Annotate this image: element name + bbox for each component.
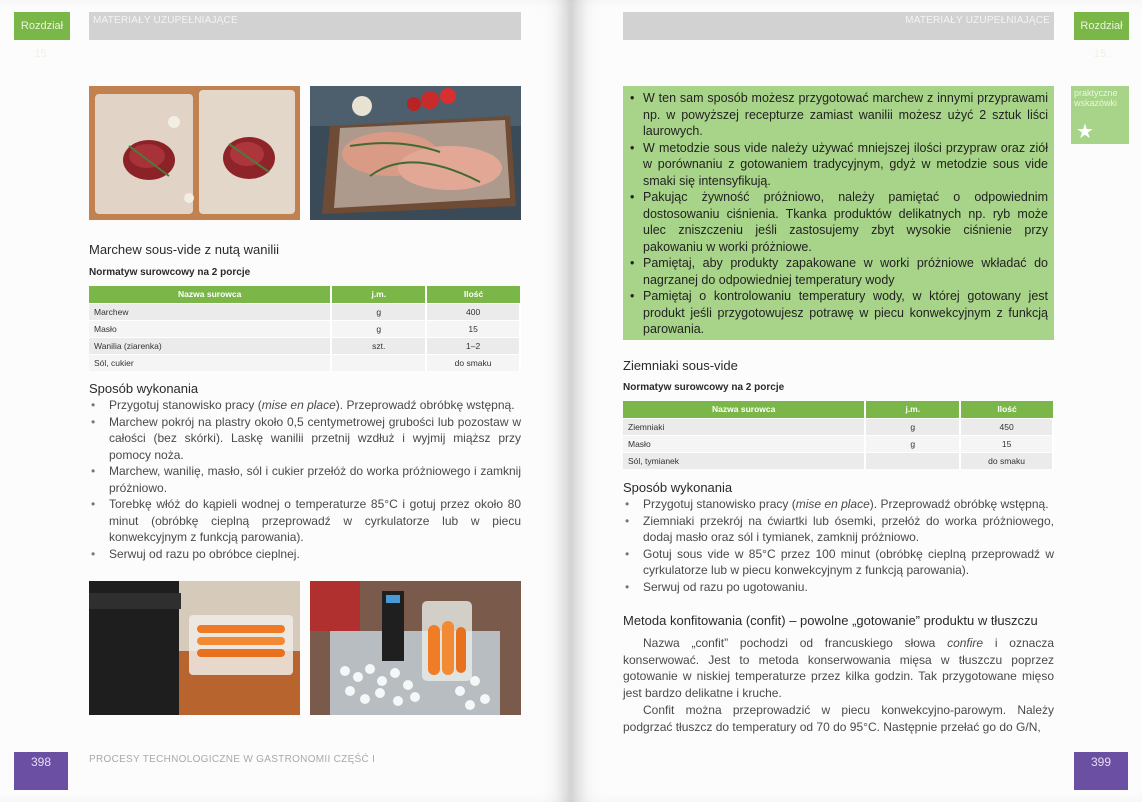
page-number: 399 <box>1074 752 1128 790</box>
table-row <box>623 435 1053 452</box>
table-row <box>89 303 520 320</box>
page-number: 398 <box>14 752 68 790</box>
tip-item: • W ten sam sposób możesz przygotować marchew z innymi przyprawami np. w powyższej recepturze zamiast wanilii możesz użyć 2 sztuk liści laurowych. <box>629 90 1048 140</box>
list-item: • Torebkę włóż do kąpieli wodnej o temperaturze 85°C i gotuj przez około 80 minut (obróbkę cieplną przeprowadź w cyrkulatorze lub w piecu konwekcyjnym z funkcją parowania). <box>89 496 521 546</box>
table-cell: 15 <box>960 435 1053 452</box>
column-header: Nazwa surowca <box>623 401 865 418</box>
table-cell: g <box>865 435 960 452</box>
ingredients-table <box>623 401 1054 469</box>
table-cell: Sól, cukier <box>89 354 331 371</box>
table-cell: 15 <box>426 320 520 337</box>
recipe-title: Ziemniaki sous-vide <box>623 358 738 373</box>
column-header: Ilość <box>960 401 1053 418</box>
right-page <box>571 0 1142 802</box>
chapter-tab: Rozdział 15. <box>14 12 70 40</box>
table-cell: Masło <box>623 435 865 452</box>
photo-sous-vide-circulator <box>310 581 521 715</box>
steps-list <box>89 397 521 562</box>
table-cell: Masło <box>89 320 331 337</box>
table-cell: Wanilia (ziarenka) <box>89 337 331 354</box>
table-cell <box>865 452 960 469</box>
list-item: • Marchew pokrój na plastry około 0,5 centymetrowej grubości lub pozostaw w całości (bez skórki). Laskę wanilii przetnij wzdłuż i wyjmij miąższ przy pomocy noża. <box>89 414 521 464</box>
column-header: Ilość <box>426 286 520 303</box>
tip-item: • W metodzie sous vide należy używać mniejszej ilości przypraw oraz ziół w porównaniu z gotowaniem tradycyjnym, gdyż w metodzie sous vide smaki się intensyfikują. <box>629 140 1048 190</box>
norm-label: Normatyw surowcowy na 2 porcje <box>89 267 251 278</box>
table-row <box>623 418 1053 435</box>
table-cell: 450 <box>960 418 1053 435</box>
norm-label: Normatyw surowcowy na 2 porcje <box>623 382 785 393</box>
list-item: • Marchew, wanilię, masło, sól i cukier przełóż do worka próżniowego i zamknij próżniowo. <box>89 463 521 496</box>
table-row <box>623 452 1053 469</box>
table-cell: Ziemniaki <box>623 418 865 435</box>
table-header-row <box>623 401 1053 418</box>
list-item: • Przygotuj stanowisko pracy (mise en place). Przeprowadź obróbkę wstępną. <box>89 397 521 414</box>
confit-paragraph-1: Nazwa „confit” pochodzi od francuskiego słowa confire i oznacza konserwować. Jest to metoda konserwowania mięsa w tłuszczu poprzez gotowanie w niskiej temperaturze przez kilka godzin. Tak przygotowane mięso jest bardzo delikatne i kruche. <box>623 636 1054 700</box>
list-item: • Gotuj sous vide w 85°C przez 100 minut (obróbkę cieplną przeprowadź w cyrkulatorze lub w piecu konwekcyjnym z funkcją parowania). <box>623 546 1054 579</box>
table-cell: 1–2 <box>426 337 520 354</box>
column-header: Nazwa surowca <box>89 286 331 303</box>
table-row <box>89 320 520 337</box>
table-cell <box>331 354 426 371</box>
tip-item: • Pakując żywność próżniowo, należy pamiętać o odpowiednim dostosowaniu ciśnienia. Tkanka produktów delikatnych np. ryb może ulec zniszczeniu jeśli zastosujemy zbyt wysokie ciśnienie przy pakowaniu w worki próżniowe. <box>629 189 1048 255</box>
table-cell: g <box>331 320 426 337</box>
table-row <box>89 354 520 371</box>
side-tab-tips <box>1071 86 1129 144</box>
tip-item: • Pamiętaj, aby produkty zapakowane w worki próżniowe wkładać do nagrzanej do odpowiedniej temperatury wody <box>629 255 1048 288</box>
photo-vacuum-meat-bags <box>89 86 300 220</box>
tips-box <box>623 86 1054 340</box>
list-item: • Ziemniaki przekrój na ćwiartki lub ósemki, przełóż do worka próżniowego, dodaj masło oraz sól i tymianek, zamknij próżniowo. <box>623 513 1054 546</box>
side-tab-label: praktyczne wskazówki <box>1074 88 1118 108</box>
header-title: MATERIAŁY UZUPEŁNIAJĄCE <box>89 12 521 40</box>
table-row <box>89 337 520 354</box>
table-header-row <box>89 286 520 303</box>
list-item: • Serwuj od razu po ugotowaniu. <box>623 579 1054 596</box>
table-cell: g <box>331 303 426 320</box>
chapter-tab: Rozdział 15. <box>1074 12 1129 40</box>
table-cell: g <box>865 418 960 435</box>
table-cell: 400 <box>426 303 520 320</box>
recipe-title: Marchew sous-vide z nutą wanilii <box>89 242 280 257</box>
confit-paragraph-2: Confit można przeprowadzić w piecu konwekcyjno-parowym. Należy podgrzać tłuszcz do temperatury od 70 do 95°C. Następnie przełać go do G/N, <box>623 703 1054 734</box>
ingredients-table <box>89 286 521 371</box>
table-cell: szt. <box>331 337 426 354</box>
photo-pork-in-vacuum-bag <box>310 86 521 220</box>
steps-list <box>623 496 1054 595</box>
table-cell: Sól, tymianek <box>623 452 865 469</box>
photo-vacuum-sealer-carrots <box>89 581 300 715</box>
table-cell: do smaku <box>426 354 520 371</box>
table-cell: Marchew <box>89 303 331 320</box>
footer-title: PROCESY TECHNOLOGICZNE W GASTRONOMII CZĘŚĆ I <box>89 754 376 765</box>
steps-title: Sposób wykonania <box>623 480 733 495</box>
header-title: MATERIAŁY UZUPEŁNIAJĄCE <box>623 12 1054 40</box>
table-cell: do smaku <box>960 452 1053 469</box>
list-item: • Serwuj od razu po obróbce cieplnej. <box>89 546 521 563</box>
column-header: j.m. <box>865 401 960 418</box>
tip-item: • Pamiętaj o kontrolowaniu temperatury wody, w której gotowany jest produkt jeśli przygotowujesz potrawę w piecu konwekcyjnym z funkcją parowania. <box>629 288 1048 338</box>
confit-section-title: Metoda konfitowania (confit) – powolne „gotowanie” produktu w tłuszczu <box>623 613 1038 628</box>
list-item: • Przygotuj stanowisko pracy (mise en place). Przeprowadź obróbkę wstępną. <box>623 496 1054 513</box>
star-icon: ★ <box>1076 121 1094 143</box>
column-header: j.m. <box>331 286 426 303</box>
steps-title: Sposób wykonania <box>89 381 199 396</box>
